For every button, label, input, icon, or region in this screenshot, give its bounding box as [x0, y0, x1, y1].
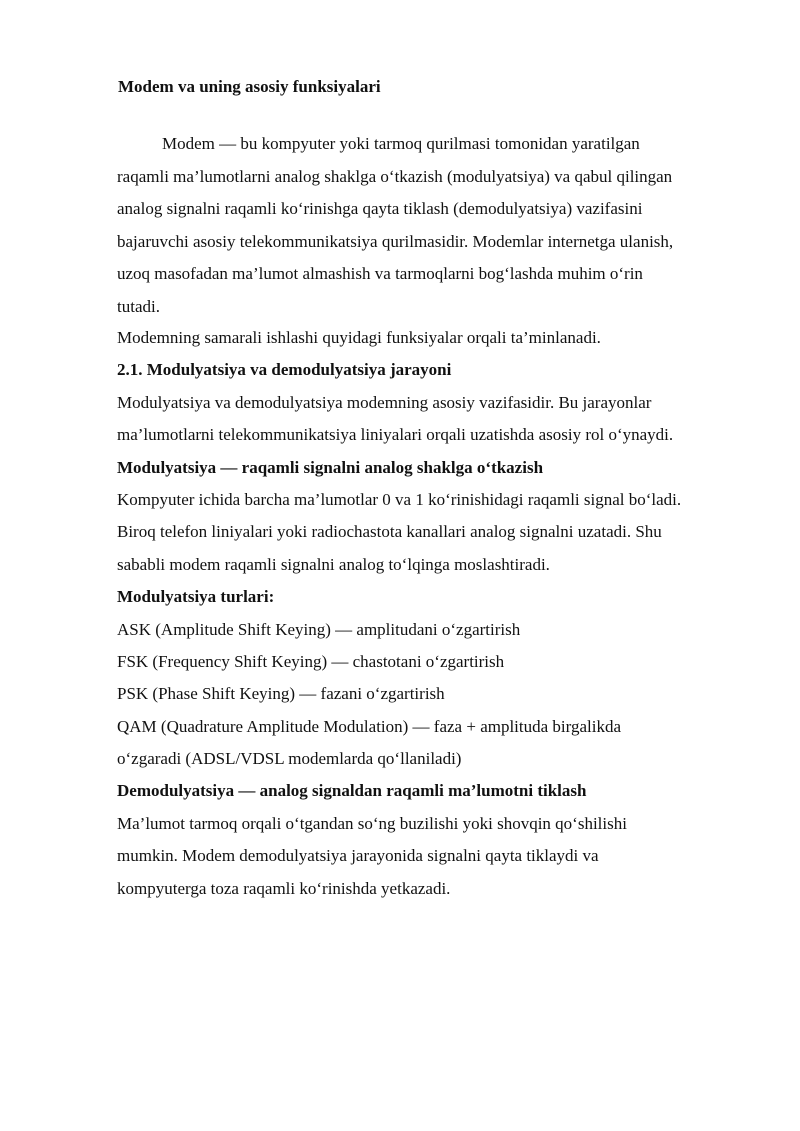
text-line: raqamli ma’lumotlarni analog shaklga o‘tkazish (modulyatsiya) va qabul qilingan: [117, 166, 673, 186]
text-line: Modulyatsiya va demodulyatsiya modemning asosiy vazifasidir. Bu jarayonlar: [117, 392, 652, 412]
text-line: ma’lumotlarni telekommunikatsiya liniyalari orqali uzatishda asosiy rol o‘ynaydi.: [117, 425, 674, 445]
body-content: [117, 322, 767, 905]
intro-paragraph: [117, 128, 767, 323]
text-line: analog signalni raqamli ko‘rinishga qayta tiklash (demodulyatsiya) vazifasini: [117, 199, 643, 218]
text-line: uzoq masofadan ma’lumot almashish va tarmoqlarni bog‘lashda muhim o‘rin: [117, 264, 643, 283]
list-item: o‘zgaradi (ADSL/VDSL modemlarda qo‘llaniladi): [117, 749, 462, 769]
list-item: PSK (Phase Shift Keying) — fazani o‘zgartirish: [117, 684, 445, 704]
subheading: Modulyatsiya turlari:: [117, 587, 275, 607]
section-heading: 2.1. Modulyatsiya va demodulyatsiya jarayoni: [117, 360, 452, 380]
text-line: kompyuterga toza raqamli ko‘rinishda yetkazadi.: [117, 878, 451, 898]
list-item: ASK (Amplitude Shift Keying) — amplitudani o‘zgartirish: [117, 619, 521, 639]
text-line: Ma’lumot tarmoq orqali o‘tgandan so‘ng buzilishi yoki shovqin qo‘shilishi: [117, 813, 627, 833]
text-line: tutadi.: [117, 296, 160, 316]
document-title: Modem va uning asosiy funksiyalari: [118, 77, 381, 96]
text-line: Kompyuter ichida barcha ma’lumotlar 0 va 1 ko‘rinishidagi raqamli signal bo‘ladi.: [117, 489, 682, 509]
list-item: QAM (Quadrature Amplitude Modulation) — faza + amplituda birgalikda: [117, 716, 622, 736]
list-item: FSK (Frequency Shift Keying) — chastotani o‘zgartirish: [117, 651, 505, 671]
text-line: bajaruvchi asosiy telekommunikatsiya qurilmasidir. Modemlar internetga ulanish,: [117, 231, 674, 251]
text-line: mumkin. Modem demodulyatsiya jarayonida signalni qayta tiklaydi va: [117, 846, 599, 866]
text-line: Modemning samarali ishlashi quyidagi funksiyalar orqali ta’minlanadi.: [117, 328, 601, 347]
subheading: Modulyatsiya — raqamli signalni analog shaklga o‘tkazish: [117, 457, 544, 477]
subheading: Demodulyatsiya — analog signaldan raqamli ma’lumotni tiklash: [117, 781, 587, 801]
text-line: Biroq telefon liniyalari yoki radiochastota kanallari analog signalni uzatadi. Shu: [117, 522, 662, 542]
text-line: sababli modem raqamli signalni analog to‘lqinga moslashtiradi.: [117, 554, 550, 574]
text-line: Modem — bu kompyuter yoki tarmoq qurilmasi tomonidan yaratilgan: [162, 134, 640, 153]
